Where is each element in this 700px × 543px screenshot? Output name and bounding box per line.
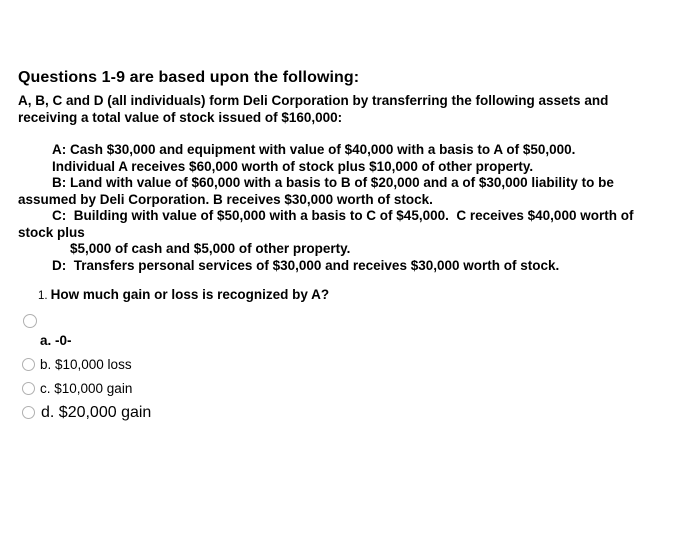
option-c-row[interactable] bbox=[18, 380, 692, 397]
fact-line-c1: C: Building with value of $50,000 with a basis to C of $45,000. C receives $40,000 worth of bbox=[52, 208, 634, 223]
question-text: How much gain or loss is recognized by A? bbox=[50, 287, 330, 302]
intro-paragraph bbox=[18, 93, 692, 126]
fact-line-a1: A: Cash $30,000 and equipment with value of $40,000 with a basis to A of $50,000. bbox=[52, 142, 576, 157]
question-number: 1. bbox=[38, 290, 48, 302]
option-b-label[interactable]: b. $10,000 loss bbox=[40, 357, 132, 372]
option-b-row[interactable] bbox=[18, 356, 692, 373]
option-c-label[interactable]: c. $10,000 gain bbox=[40, 381, 133, 396]
option-d-row[interactable] bbox=[18, 403, 692, 422]
questions-heading: Questions 1-9 are based upon the following: bbox=[18, 69, 360, 86]
fact-line-d1: D: Transfers personal services of $30,000 and receives $30,000 worth of stock. bbox=[52, 257, 560, 273]
fact-line-b1: B: Land with value of $60,000 with a basis to B of $20,000 and a of $30,000 liability to be bbox=[52, 175, 614, 190]
fact-line-c3: $5,000 of cash and $5,000 of other property. bbox=[70, 241, 351, 256]
fact-line-c2: stock plus bbox=[18, 224, 85, 240]
option-d-label[interactable]: d. $20,000 gain bbox=[41, 404, 152, 421]
option-a-label[interactable]: a. -0- bbox=[40, 333, 72, 348]
facts-block bbox=[18, 142, 692, 274]
radio-option-c[interactable] bbox=[22, 382, 35, 395]
option-a-radio-row bbox=[18, 314, 692, 327]
radio-option-d[interactable] bbox=[22, 406, 35, 419]
question-1 bbox=[18, 286, 692, 305]
radio-option-b[interactable] bbox=[22, 358, 35, 371]
fact-line-b2: assumed by Deli Corporation. B receives $30,000 worth of stock. bbox=[18, 191, 433, 207]
intro-line-1: A, B, C and D (all individuals) form Deli Corporation by transferring the following assets and bbox=[18, 93, 609, 108]
radio-option-a[interactable] bbox=[23, 314, 37, 328]
intro-line-2: receiving a total value of stock issued of $160,000: bbox=[18, 109, 343, 125]
fact-line-a2: Individual A receives $60,000 worth of stock plus $10,000 of other property. bbox=[52, 158, 534, 174]
